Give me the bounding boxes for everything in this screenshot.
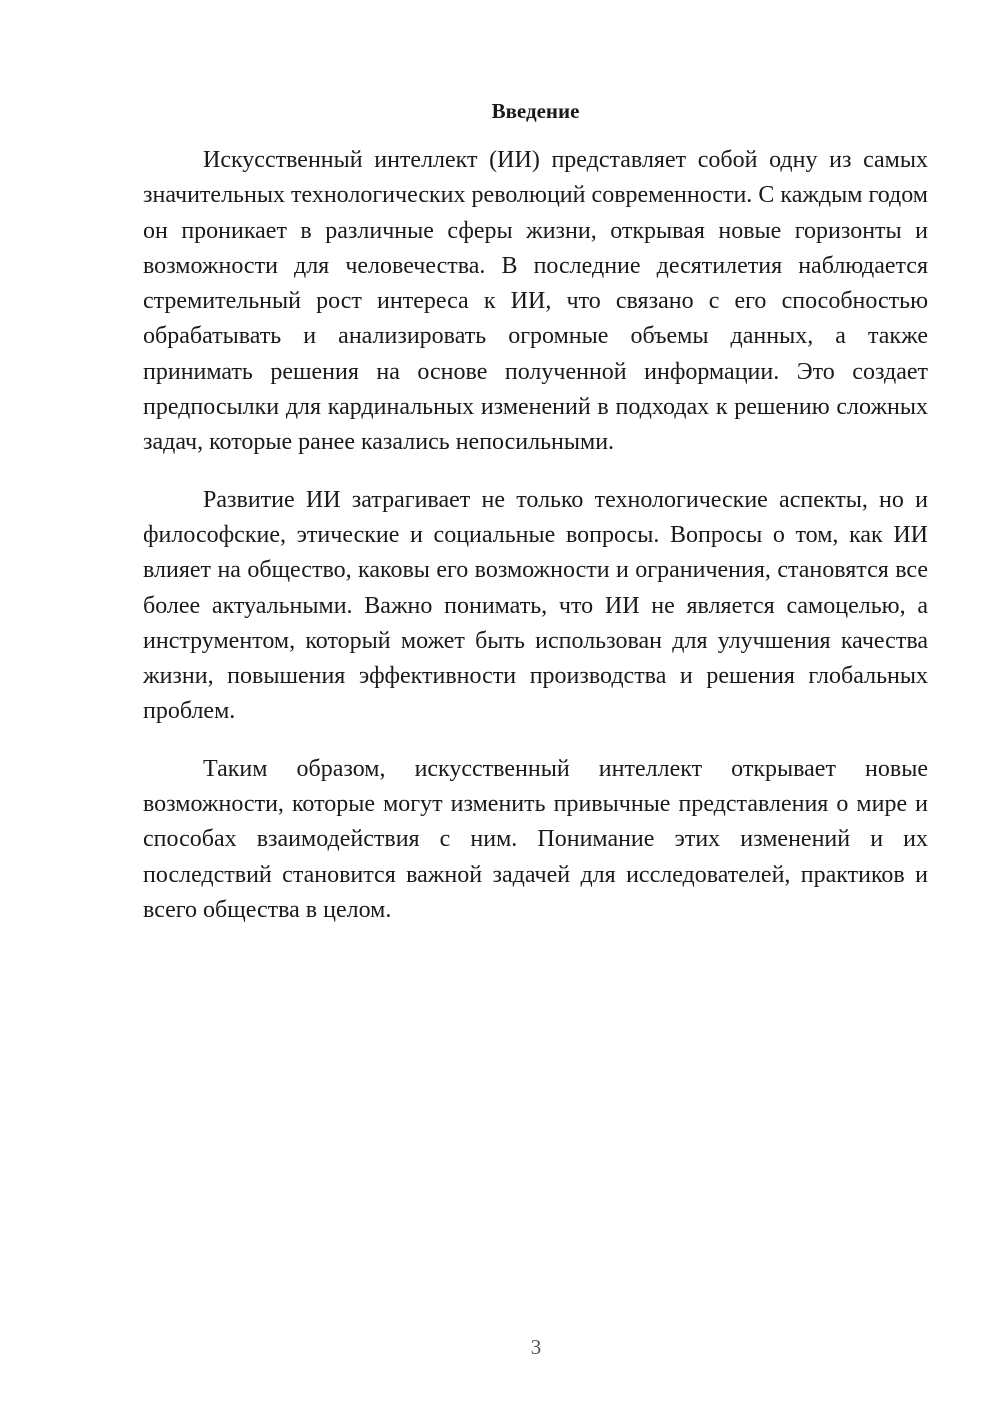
- page-number: 3: [530, 1335, 542, 1359]
- paragraph-3: Таким образом, искусственный интеллект открывает новые возможности, которые могут изменить привычные представления о мире и способах взаимодействия с ним. Понимание этих изменений и их последствий становится важной задачей для исследователей, практиков и всего общества в целом.: [143, 755, 928, 923]
- page-title: Введение: [491, 99, 580, 123]
- paragraph-1: Искусственный интеллект (ИИ) представляет собой одну из самых значительных технологических революций современности. С каждым годом он проникает в различные сферы жизни, открывая новые горизонты и возможности для человечества. В последние десятилетия наблюдается стремительный рост интереса к ИИ, что связано с его способностью обрабатывать и анализировать огромные объемы данных, а также принимать решения на основе полученной информации. Это создает предпосылки для кардинальных изменений в подходах к решению сложных задач, которые ранее казались непосильными.: [143, 147, 928, 456]
- paragraph-2: Развитие ИИ затрагивает не только технологические аспекты, но и философские, этические и социальные вопросы. Вопросы о том, как ИИ влияет на общество, каковы его возможности и ограничения, становятся все более актуальными. Важно понимать, что ИИ не является самоцелью, а инструментом, который может быть использован для улучшения качества жизни, повышения эффективности производства и решения глобальных проблем.: [143, 486, 928, 725]
- document-body: [143, 143, 928, 950]
